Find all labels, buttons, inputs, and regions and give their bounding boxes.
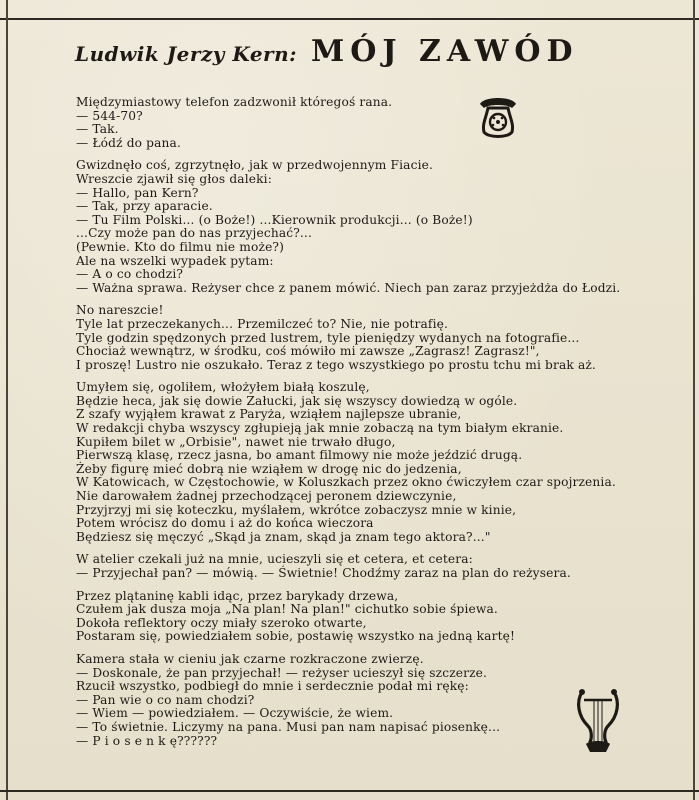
text-line: — Wiem — powiedziałem. — Oczywiście, że wiem.	[76, 706, 394, 721]
text-line: (Pewnie. Kto do filmu nie może?)	[76, 239, 285, 254]
text-line: — Tak.	[76, 122, 119, 137]
text-line: Potem wrócisz do domu i aż do końca wieczora	[76, 516, 374, 531]
text-line: W atelier czekali już na mnie, ucieszyli się et cetera, et cetera:	[76, 552, 473, 567]
text-line: Gwizdnęło coś, zgrzytnęło, jak w przedwojennym Fiacie.	[76, 158, 434, 173]
text-line: Będziesz się męczyć „Skąd ja znam, skąd ja znam tego aktora?..."	[76, 529, 491, 544]
text-line: Czułem jak dusza moja „Na plan! Na plan!" cichutko sobie śpiewa.	[76, 602, 498, 617]
text-line: Chociaż wewnątrz, w środku, coś mówiło mi zawsze „Zagrasz! Zagrasz!",	[76, 344, 540, 359]
text-line: — 544-70?	[76, 108, 143, 123]
stanza	[76, 381, 688, 544]
text-line: — Pan wie o co nam chodzi?	[76, 692, 255, 707]
text-line: Nie darowałem żadnej przechodzącej peronem dziewczynie,	[76, 489, 457, 504]
text-line: Z szafy wyjąłem krawat z Paryża, wziąłem najlepsze ubranie,	[76, 407, 462, 422]
text-line: — P i o s e n k ę??????	[76, 733, 218, 748]
text-line: — Łódź do pana.	[76, 135, 181, 150]
text-line: Pierwszą klasę, rzecz jasna, bo amant filmowy nie może jeździć drugą.	[76, 448, 523, 463]
article-title: MÓJ ZAWÓD	[311, 34, 579, 69]
text-line: Postaram się, powiedziałem sobie, postawię wszystko na jedną kartę!	[76, 629, 516, 644]
text-line: — To świetnie. Liczymy na pana. Musi pan nam napisać piosenkę...	[76, 719, 501, 734]
right-border-rule	[693, 0, 695, 800]
author-name: Ludwik Jerzy Kern:	[75, 42, 298, 66]
text-line: W Katowicach, w Częstochowie, w Koluszkach przez okno ćwiczyłem czar spojrzenia.	[76, 475, 616, 490]
text-line: — Hallo, pan Kern?	[76, 185, 199, 200]
stanza	[76, 159, 688, 295]
text-line: ...Czy może pan do nas przyjechać?...	[76, 226, 312, 241]
text-line: W redakcji chyba wszyscy zgłupieją jak mnie zobaczą na tym białym ekranie.	[76, 421, 564, 436]
top-border-rule	[0, 18, 699, 20]
text-line: Przyjrzyj mi się koteczku, myślałem, wkrótce zobaczysz mnie w kinie,	[76, 502, 517, 517]
text-line: — A o co chodzi?	[76, 267, 184, 282]
text-line: Będzie heca, jak się dowie Załucki, jak się wszyscy dowiedzą w ogóle.	[76, 393, 518, 408]
text-line: Kamera stała w cieniu jak czarne rozkraczone zwierzę.	[76, 651, 424, 666]
text-line: Dokoła reflektory oczy miały szeroko otwarte,	[76, 615, 367, 630]
text-line: Tyle lat przeczekanych... Przemilczeć to? Nie, nie potrafię.	[76, 316, 449, 331]
text-line: — Tu Film Polski... (o Boże!) ...Kierownik produkcji... (o Boże!)	[76, 212, 473, 227]
text-line: — Tak, przy aparacie.	[76, 199, 213, 214]
bottom-border-rule	[0, 790, 699, 792]
text-line: Przez plątaninę kabli idąc, przez barykady drzewa,	[76, 588, 399, 603]
stanza	[76, 590, 688, 644]
text-line: Kupiłem bilet w „Orbisie", nawet nie trwało długo,	[76, 434, 396, 449]
stanza	[76, 553, 688, 580]
text-line: — Przyjechał pan? — mówią. — Świetnie! Chodźmy zaraz na plan do reżysera.	[76, 566, 571, 580]
text-line: No nareszcie!	[76, 303, 164, 318]
text-line: Międzymiastowy telefon zadzwonił któregoś rana.	[76, 95, 393, 109]
text-line: Rzucił wszystko, podbiegł do mnie i serdecznie podał mi rękę:	[76, 679, 469, 694]
text-line: Wreszcie zjawił się głos daleki:	[76, 171, 272, 186]
left-border-rule	[6, 0, 8, 800]
text-line: — Ważna sprawa. Reżyser chce z panem mówić. Niech pan zaraz przyjeżdża do Łodzi.	[76, 280, 621, 295]
text-line: Umyłem się, ogoliłem, włożyłem białą koszulę,	[76, 380, 370, 395]
poem-body	[76, 96, 688, 757]
article-header	[75, 34, 579, 84]
stanza	[76, 96, 688, 150]
text-line: Ale na wszelki wypadek pytam:	[76, 253, 274, 268]
stanza	[76, 653, 688, 748]
text-line: — Doskonale, że pan przyjechał! — reżyser ucieszył się szczerze.	[76, 665, 488, 680]
text-line: Tyle godzin spędzonych przed lustrem, tyle pieniędzy wydanych na fotografie...	[76, 330, 580, 345]
text-line: Żeby figurę mieć dobrą nie wziąłem w drogę nic do jedzenia,	[76, 461, 462, 476]
text-line: I proszę! Lustro nie oszukało. Teraz z tego wszystkiego po prostu tchu mi brak aż.	[76, 357, 596, 372]
stanza	[76, 304, 688, 372]
